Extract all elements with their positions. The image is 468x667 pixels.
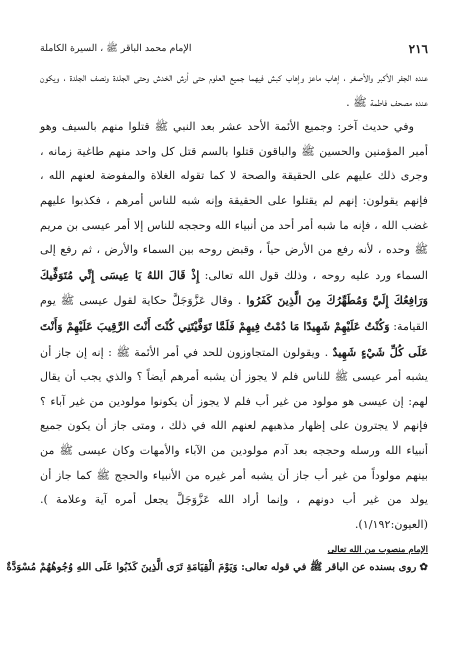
page-body [6,66,429,577]
paragraph-2-text-b: . وقال عَزَّوَجَلَّ حكاية لقول عيسى ﷺ يوم القيامة: [40,294,428,333]
flower-bullet-icon: ✿ [419,561,428,574]
paragraph-2 [40,115,428,537]
hadith-line [6,557,428,577]
section-title: الإمام منصوب من الله تعالى [327,545,428,556]
page-number: ٢١٦ [408,42,428,56]
quran-verse-1: إِذْ قَالَ اللهُ يَا عِيسَى إِنِّي مُتَوَفِّيكَ وَرَافِعُكَ إِلَيَّ وَمُطَهِّرُكَ مِنَ الَّذِينَ كَفَرُوا [40,267,428,308]
hadith-quote: وَيَوْمَ الْقِيَامَةِ تَرَى الَّذِينَ كَذَبُوا عَلَى اللهِ وُجُوهُهُمْ مُسْوَدَّةٌ [6,561,238,574]
paragraph-2-text-a: وفي حديث آخر: وجميع الأئمة الأحد عشر بعد النبي ﷺ قتلوا منهم بالسيف وهو أمير المؤمنين والحسين ﷺ والباقون قتلوا بالسم قتل كل واحد منهم طاغية زمانه ، وجرى ذلك عليهم على الحقيقة والصحة لا كما تقوله الغلاة والمفوضة لعنهم الله ، فإنهم يقولون: إنهم لم يقتلوا على الحقيقة وإنه شبه للناس أمرهم ، فكذبوا عليهم غضب الله ، فإنه ما شبه أمر أحد من أنبياء الله وحججه للناس إلا أمر عيسى بن مريم ﷺ وحده ، لأنه رفع من الأرض حياً ، وقبض روحه بين السماء والأرض ، ثم رفع إلى السماء ورد عليه روحه ، وذلك قول الله تعالى: [40,120,429,282]
paragraph-2-text-c: . ويقولون المتجاوزون للحد في أمر الأئمة ﷺ : إنه إن جاز أن يشبه أمر عيسى ﷺ للناس فلم لا يجوز أن يشبه أمرهم أيضاً ؟ والذي يجب أن يقال لهم: إن عيسى هو مولود من غير أب فلم لا يجوز أن يكونوا مولودين من غير آباء ؟ فإنهم لا يجترون على إظهار مذهبهم لعنهم الله في ذلك ، ومتى جاز أن يكون جميع أنبياء الله ورسله وحججه بعد آدم مولودين من الآباء والأمهات وكان عيسى ﷺ من بينهم مولوداً من غير أب جاز أن يشبه أمر غيره من الأنبياء والحجج ﷺ كما جاز أن يولد من غير أب دونهم ، وإنما أراد الله عَزَّوَجَلَّ يجعل أمره آية وعلامة ). (العيون:١/١٩٢). [40,345,428,531]
paragraph-1: عنده الجفر الأكبر والأصغر ، إهاب ماعز وإهاب كبش فيهما جميع العلوم حتى أرش الخدش وحتى الجلدة ونصف الجلدة ، ويكون عنده مصحف فاطمة ﷺ . [40,71,428,109]
page-header [40,40,428,58]
running-title: الإمام محمد الباقر ﷺ ، السيرة الكاملة [40,43,192,54]
quran-verse-2: وَكُنْتُ عَلَيْهِمْ شَهِيدًا مَا دُمْتُ فِيهِمْ فَلَمَّا تَوَفَّيْتَنِي كُنْتَ أَنْتَ الرَّقِيبَ عَلَيْهِمْ وَأَنْتَ عَلَى كُلِّ شَيْءٍ شَهِيدٌ [40,318,428,359]
hadith-intro: روى بسنده عن الباقر ﷺ في قوله تعالى: [241,561,417,574]
